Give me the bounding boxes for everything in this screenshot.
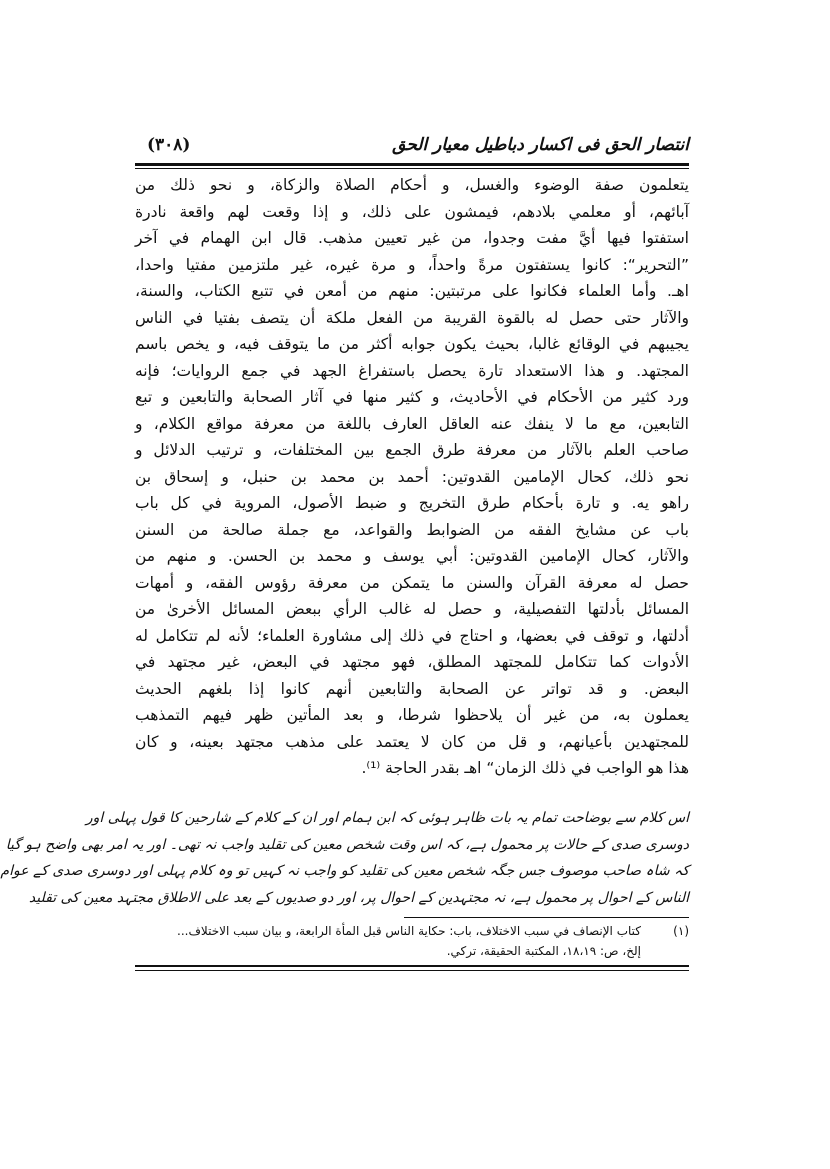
header-rule-thick <box>135 163 689 166</box>
footnote-line: إلخ، ص: ۱۸،۱۹، المكتبة الحقيقة، تركي. <box>446 944 641 958</box>
arabic-quotation <box>135 172 689 782</box>
arabic-line: والآثار حتى حصل له بالقوة القريبة من الفعل ملكة أن يتصف بفتيا في الناس <box>135 308 689 327</box>
header-rule-thin <box>135 168 689 169</box>
arabic-line: البعض. و قد تواتر عن الصحابة والتابعين أنهم كانوا إذا بلغهم الحديث <box>135 679 689 698</box>
arabic-line: صاحب العلم بالآثار من معرفة طرق الجمع بين المختلفات، و ترتيب الدلائل و <box>135 441 689 459</box>
arabic-line: راهو يه. و تارة بأحكام طرق التخريج و ضبط الأصول، المروية في كل باب <box>135 494 689 512</box>
footnote-separator <box>404 917 689 918</box>
footer-rule-thick <box>135 965 689 967</box>
arabic-line: والآثار، كحال الإمامين القدوتين: أبي يوسف و محمد بن الحسن. و منهم من <box>135 547 689 565</box>
arabic-line: للمجتهدين بأعيانهم، و قل من كان لا يعتمد على مذهب مجتهد بعينه، و كان <box>135 732 689 751</box>
page-header <box>147 133 689 159</box>
arabic-line: يتعلمون صفة الوضوء والغسل، و أحكام الصلاة والزكاة، و نحو ذلك من <box>135 176 689 194</box>
arabic-line: اهـ. وأما العلماء فكانوا على مرتبتين: منهم من أمعن في تتبع الكتاب، والسنة، <box>135 282 689 300</box>
arabic-line: آبائهم، أو معلمي بلادهم، فيمشون على ذلك، و إذا وقعت لهم واقعة نادرة <box>135 202 689 221</box>
arabic-line: حصل له معرفة القرآن والسنن ما يتمكن من معرفة رؤوس الفقه، و أمهات <box>135 573 689 592</box>
arabic-line: نحو ذلك، كحال الإمامين القدوتين: أحمد بن محمد بن حنبل، و إسحاق بن <box>135 467 689 486</box>
footer-rule-thin <box>135 970 689 971</box>
running-title: انتصار الحق فى اكسار دباطيل معيار الحق <box>392 135 689 155</box>
arabic-line: المسائل بأدلتها التفصيلية، و حصل له غالب الرأي ببعض المسائل الأخرىٰ من <box>135 600 689 618</box>
page-number: (۳۰۸) <box>147 135 191 155</box>
footnote-line: كتاب الإنصاف في سبب الاختلاف، باب: حكاية الناس قبل المأة الرابعة، و بيان سبب الاختلاف... <box>177 924 641 938</box>
arabic-line: باب عن مشايخ الفقه من الضوابط والقواعد، مع جملة صالحة من السنن <box>135 520 689 539</box>
footnote-text <box>161 921 641 961</box>
urdu-commentary <box>0 805 689 911</box>
urdu-line: اس کلام سے بوضاحت تمام یہ بات ظاہر ہوئی کہ ابن ہمام اور ان کے کلام کے شارحین کا قول پہلی اور <box>85 810 689 826</box>
arabic-line: استفتوا فيها أيَّ مفت وجدوا، من غير تعيين مذهب. قال ابن الهمام في آخر <box>135 229 689 247</box>
arabic-line: ”التحرير“: كانوا يستفتون مرةً واحداً، و مرة غيره، غير ملتزمين مفتيا واحدا، <box>135 255 689 274</box>
arabic-line: هذا هو الواجب في ذلك الزمان“ اهـ بقدر الحاجة ⁽¹⁾. <box>361 759 689 777</box>
arabic-line: يعملون به، من غير أن يلاحظوا شرطا، و بعد المأتين ظهر فيهم التمذهب <box>135 706 689 724</box>
arabic-line: الأدوات كما تتكامل للمجتهد المطلق، فهو مجتهد في البعض، غير مجتهد في <box>135 653 689 671</box>
urdu-line: الناس کے احوال پر محمول ہے، نہ مجتہدین کے احوال پر، اور دو صدیوں کے بعد علی الاطلاق مجتہد معین کی تقلید <box>28 889 689 906</box>
arabic-line: ورد كثير من الأحكام في الأحاديث، و كثير منها في آثار الصحابة والتابعين و تبع <box>135 388 689 406</box>
urdu-line: دوسری صدی کے حالات پر محمول ہے، کہ اس وقت شخص معین کی تقلید واجب نہ تھی۔ اور یہ امر بھی واضح ہو گیا <box>5 836 689 853</box>
urdu-line: کہ شاہ صاحب موصوف جس جگہ شخص معین کی تقلید کو واجب نہ کہیں تو وہ کلام پہلی اور دوسری صدی کے عوام <box>0 863 689 879</box>
arabic-line: التابعين، مع ما لا ينفك عنه العاقل العارف باللغة من معرفة مواقع الكلام، و <box>135 414 689 433</box>
footnote-marker: (۱) <box>673 924 689 938</box>
arabic-line: يجيبهم في الوقائع غالبا، بحيث يكون جوابه أكثر من ما يتوقف فيه، و يخص باسم <box>135 335 689 353</box>
arabic-line: أدلتها، و توقف في بعضها، و احتاج في ذلك إلى مشاورة العلماء؛ لأنه لم تتكامل له <box>135 626 689 645</box>
arabic-line: المجتهد. و هذا الاستعداد تارة يحصل باستفراغ الجهد في جمع الروايات؛ فإنه <box>135 361 689 380</box>
